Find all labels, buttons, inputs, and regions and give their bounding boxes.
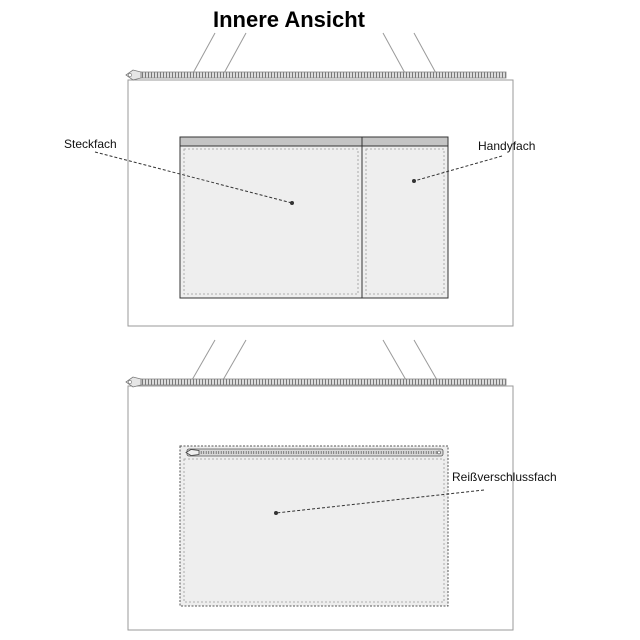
handyfach-label: Handyfach — [478, 139, 536, 153]
main-zipper-top — [126, 70, 506, 80]
top-view — [64, 33, 535, 326]
handyfach-pocket — [362, 137, 448, 298]
steckfach-pocket — [180, 137, 362, 298]
steckfach-marker — [290, 201, 294, 205]
reissverschlussfach-pocket — [180, 446, 448, 606]
zipper-pull-icon — [126, 70, 141, 80]
bottom-view — [126, 340, 557, 630]
reissverschlussfach-marker — [274, 511, 278, 515]
handyfach-marker — [412, 179, 416, 183]
steckfach-label: Steckfach — [64, 137, 117, 151]
pocket-zipper — [186, 449, 443, 456]
reissverschlussfach-label: Reißverschlussfach — [452, 470, 557, 484]
bag-handles-bottom — [192, 340, 437, 380]
bag-handles-top — [192, 33, 437, 75]
diagram-title: Innere Ansicht — [213, 7, 365, 32]
